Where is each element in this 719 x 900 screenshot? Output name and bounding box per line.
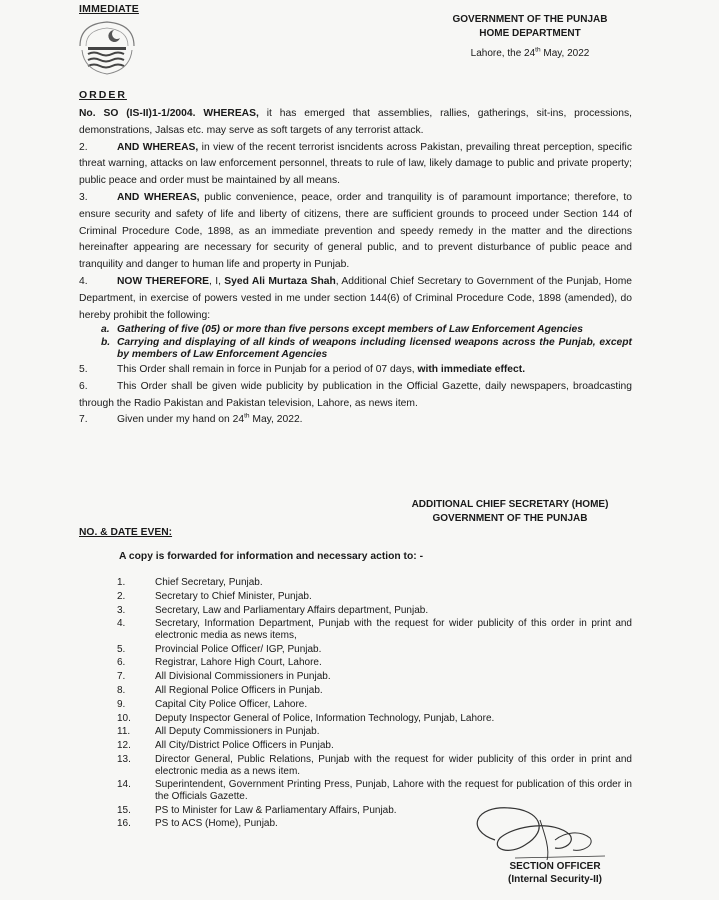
list-item-number: 14. <box>117 779 131 791</box>
list-item-number: 5. <box>117 643 126 655</box>
list-item-text: All Deputy Commissioners in Punjab. <box>155 726 320 738</box>
list-item-number: 16. <box>117 818 131 830</box>
list-item: a. Gathering of five (05) or more than five persons except members of Law Enforcement Agencies <box>101 324 583 336</box>
section-officer-title: SECTION OFFICER <box>509 861 601 872</box>
signatory-org: GOVERNMENT OF THE PUNJAB <box>432 513 588 524</box>
list-item <box>117 591 632 603</box>
list-item-number: 12. <box>117 740 131 752</box>
paragraph-7: 7. Given under my hand on 24th May, 2022. <box>79 412 303 426</box>
distribution-list <box>117 577 632 832</box>
list-item-text: All City/District Police Officers in Punjab. <box>155 740 334 752</box>
list-item-text: Secretary to Chief Minister, Punjab. <box>155 590 312 602</box>
government-name: GOVERNMENT OF THE PUNJAB <box>452 14 608 25</box>
order-body <box>79 106 632 429</box>
list-item-number: 4. <box>117 618 126 630</box>
paragraph-1: No. SO (IS-II)1-1/2004. WHEREAS, it has emerged that assemblies, rallies, gatherings, sit-ins, processions, demonstrations, Jalsas etc. may serve as soft targets of any terrorist attack. <box>79 108 632 136</box>
list-item-number: 13. <box>117 754 131 766</box>
list-item <box>117 699 632 711</box>
paragraph-4: 4. NOW THEREFORE, I, Syed Ali Murtaza Shah, Additional Chief Secretary to Government of the Punjab, Home Department, in exercise of powers vested in me under section 144(6) of Criminal Procedure Code, 1898 (amended), do hereby prohibit the following: <box>79 275 632 321</box>
list-item-text: All Regional Police Officers in Punjab. <box>155 685 323 697</box>
list-item: b. Carrying and displaying of all kinds of weapons including licensed weapons across the Punjab, except by members of Law Enforcement Agencies <box>101 336 632 360</box>
list-item-number: 9. <box>117 698 126 710</box>
list-item <box>117 779 632 802</box>
letterhead <box>440 13 620 61</box>
list-item-number: 1. <box>117 577 126 588</box>
list-item <box>117 713 632 725</box>
list-item <box>117 644 632 656</box>
list-item <box>117 685 632 697</box>
list-item <box>117 740 632 752</box>
list-item-text: Registrar, Lahore High Court, Lahore. <box>155 657 322 669</box>
list-item-text: Secretary, Law and Parliamentary Affairs department, Punjab. <box>155 604 429 616</box>
list-item <box>117 657 632 669</box>
prohibition-list <box>79 324 632 361</box>
section-officer-block <box>480 860 630 886</box>
punjab-emblem-icon <box>74 16 140 78</box>
list-item-number: 7. <box>117 671 126 683</box>
list-item-text: Superintendent, Government Printing Press, Punjab, Lahore with the request for publication of this order in the Officials Gazette. <box>155 779 632 802</box>
list-item-number: 10. <box>117 712 131 724</box>
signatory-title: ADDITIONAL CHIEF SECRETARY (HOME) <box>411 499 609 510</box>
list-item <box>117 577 632 589</box>
issue-date: Lahore, the 24th May, 2022 <box>470 46 590 59</box>
list-item-number: 11. <box>117 726 131 738</box>
copy-intro: A copy is forwarded for information and necessary action to: - <box>119 551 423 562</box>
list-item-text: Provincial Police Officer/ IGP, Punjab. <box>155 643 322 655</box>
list-item <box>117 605 632 617</box>
list-item-number: 8. <box>117 685 126 697</box>
order-title: ORDER <box>79 89 127 101</box>
list-item-number: 2. <box>117 590 126 602</box>
list-item-text: All Divisional Commissioners in Punjab. <box>155 671 331 683</box>
section-officer-unit: (Internal Security-II) <box>508 874 602 885</box>
reference-number: NO. & DATE EVEN: <box>79 527 173 538</box>
list-item-text: Director General, Public Relations, Punjab with the request for wider publicity of this order in print and electronic media as a news item. <box>155 754 632 777</box>
paragraph-6: 6. This Order shall be given wide publicity by publication in the Official Gazette, daily newspapers, broadcasting through the Radio Pakistan and Pakistan television, Lahore, as news item. <box>79 380 632 409</box>
signatory-block <box>400 498 620 526</box>
paragraph-3: 3. AND WHEREAS, public convenience, peace, order and tranquility is of paramount importance; therefore, to ensure security and safety of life and liberty of citizens, there are sufficient grounds to proceed under Section 144 of Criminal Procedure Code, 1898, as an immediate prevention and speedy remedy in the matter and the directions hereinafter appearing are necessary for security of general public, and to prevent disturbance of public peace and tranquility and danger to human life and property in Punjab. <box>79 191 632 271</box>
list-item-number: 15. <box>117 804 131 816</box>
list-item-text: Capital City Police Officer, Lahore. <box>155 698 308 710</box>
list-item-text: Deputy Inspector General of Police, Information Technology, Punjab, Lahore. <box>155 712 495 724</box>
list-item <box>117 671 632 683</box>
priority-label: IMMEDIATE <box>79 3 139 15</box>
list-item-number: 6. <box>117 657 126 669</box>
list-item <box>117 754 632 777</box>
list-item-text: PS to ACS (Home), Punjab. <box>155 818 278 830</box>
list-item-text: Chief Secretary, Punjab. <box>155 577 263 588</box>
list-item-text: Secretary, Information Department, Punjab with the request for wider publicity of this order in print and electronic media as news items, <box>155 618 632 641</box>
list-item-text: PS to Minister for Law & Parliamentary Affairs, Punjab. <box>155 804 397 816</box>
department-name: HOME DEPARTMENT <box>479 28 581 39</box>
list-item <box>117 726 632 738</box>
list-item-number: 3. <box>117 604 126 616</box>
paragraph-5: 5. This Order shall remain in force in Punjab for a period of 07 days, with immediate effect. <box>79 363 526 375</box>
paragraph-2: 2. AND WHEREAS, in view of the recent terrorist isncidents across Pakistan, prevailing threat perception, specific threat warning, attacks on law enforcement personnel, threats to rule of law, likely damage to public and private property; public peace and order must be maintained by all means. <box>79 141 632 187</box>
list-item <box>117 618 632 641</box>
